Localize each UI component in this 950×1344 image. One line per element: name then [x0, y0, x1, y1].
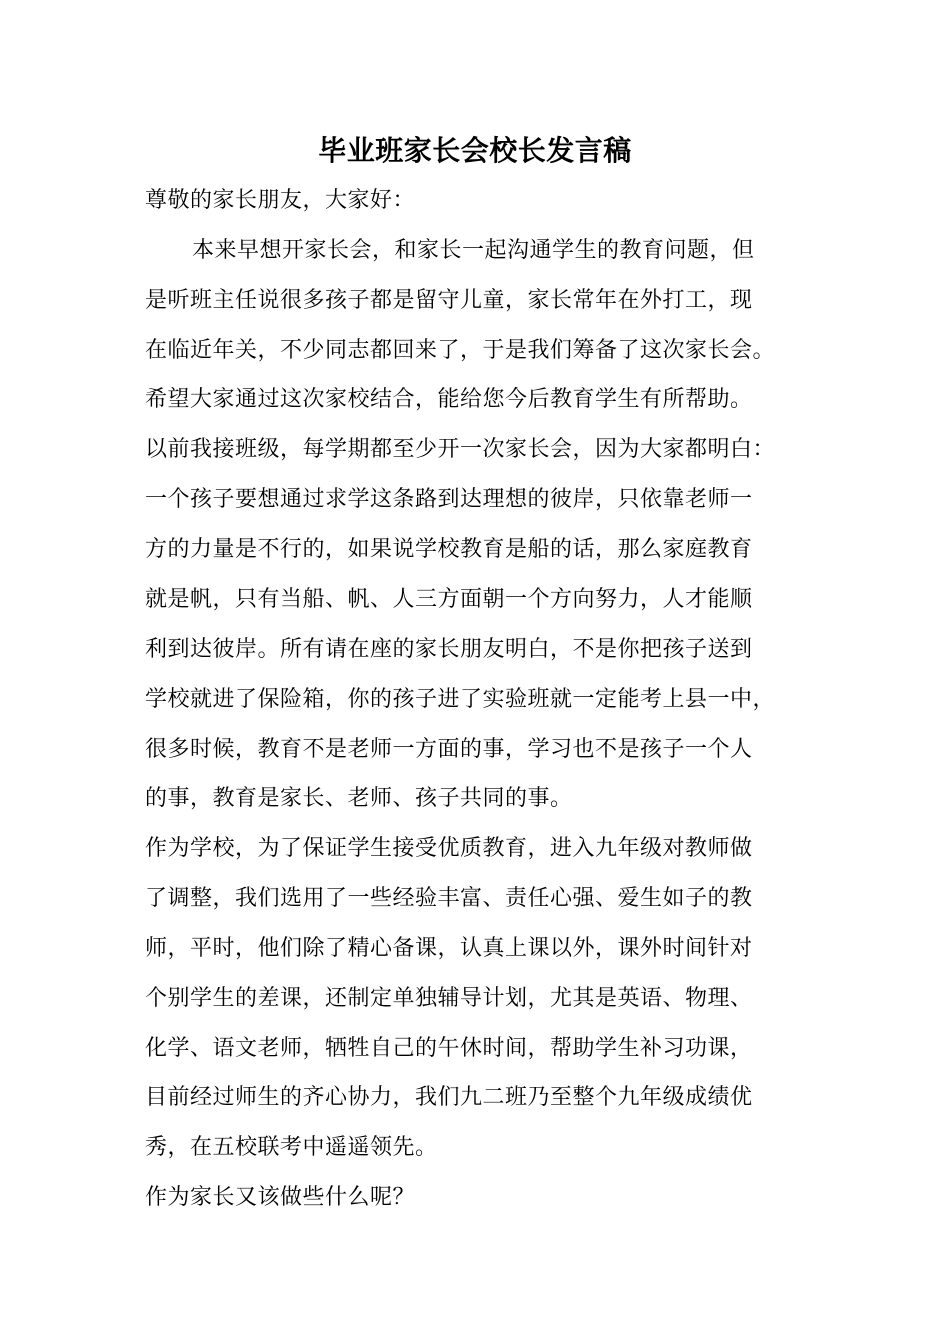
- paragraph-line: 希望大家通过这次家校结合，能给您今后教育学生有所帮助。: [145, 387, 753, 412]
- paragraph-line: 了调整，我们选用了一些经验丰富、责任心强、爱生如子的教: [145, 886, 753, 911]
- paragraph-line: 是听班主任说很多孩子都是留守儿童，家长常年在外打工，现: [145, 288, 753, 313]
- paragraph-line: 学校就进了保险箱，你的孩子进了实验班就一定能考上县一中，: [145, 687, 776, 712]
- document-title: 毕业班家长会校长发言稿: [318, 134, 632, 167]
- paragraph-line: 化学、语文老师，牺牲自己的午休时间，帮助学生补习功课，: [145, 1036, 753, 1061]
- paragraph-line: 在临近年关，不少同志都回来了，于是我们筹备了这次家长会。: [145, 338, 776, 363]
- paragraph-line: 作为家长又该做些什么呢？: [145, 1185, 416, 1210]
- paragraph-line: 利到达彼岸。所有请在座的家长朋友明白，不是你把孩子送到: [145, 637, 753, 662]
- paragraph-line: 就是帆，只有当船、帆、人三方面朝一个方向努力，人才能顺: [145, 587, 753, 612]
- paragraph-line: 的事，教育是家长、老师、孩子共同的事。: [145, 786, 573, 811]
- paragraph-line: 方的力量是不行的，如果说学校教育是船的话，那么家庭教育: [145, 537, 753, 562]
- paragraph-line: 目前经过师生的齐心协力，我们九二班乃至整个九年级成绩优: [145, 1085, 753, 1110]
- paragraph-line: 秀，在五校联考中遥遥领先。: [145, 1135, 438, 1160]
- salutation-line: 尊敬的家长朋友，大家好：: [145, 188, 416, 213]
- paragraph-line: 以前我接班级，每学期都至少开一次家长会，因为大家都明白：: [145, 437, 776, 462]
- paragraph-line: 师，平时，他们除了精心备课，认真上课以外，课外时间针对: [145, 936, 753, 961]
- paragraph-line: 本来早想开家长会，和家长一起沟通学生的教育问题，但: [192, 238, 755, 263]
- paragraph-line: 很多时候，教育不是老师一方面的事，学习也不是孩子一个人: [145, 737, 753, 762]
- paragraph-line: 作为学校，为了保证学生接受优质教育，进入九年级对教师做: [145, 836, 753, 861]
- paragraph-line: 一个孩子要想通过求学这条路到达理想的彼岸，只依靠老师一: [145, 487, 753, 512]
- paragraph-line: 个别学生的差课，还制定单独辅导计划，尤其是英语、物理、: [145, 986, 753, 1011]
